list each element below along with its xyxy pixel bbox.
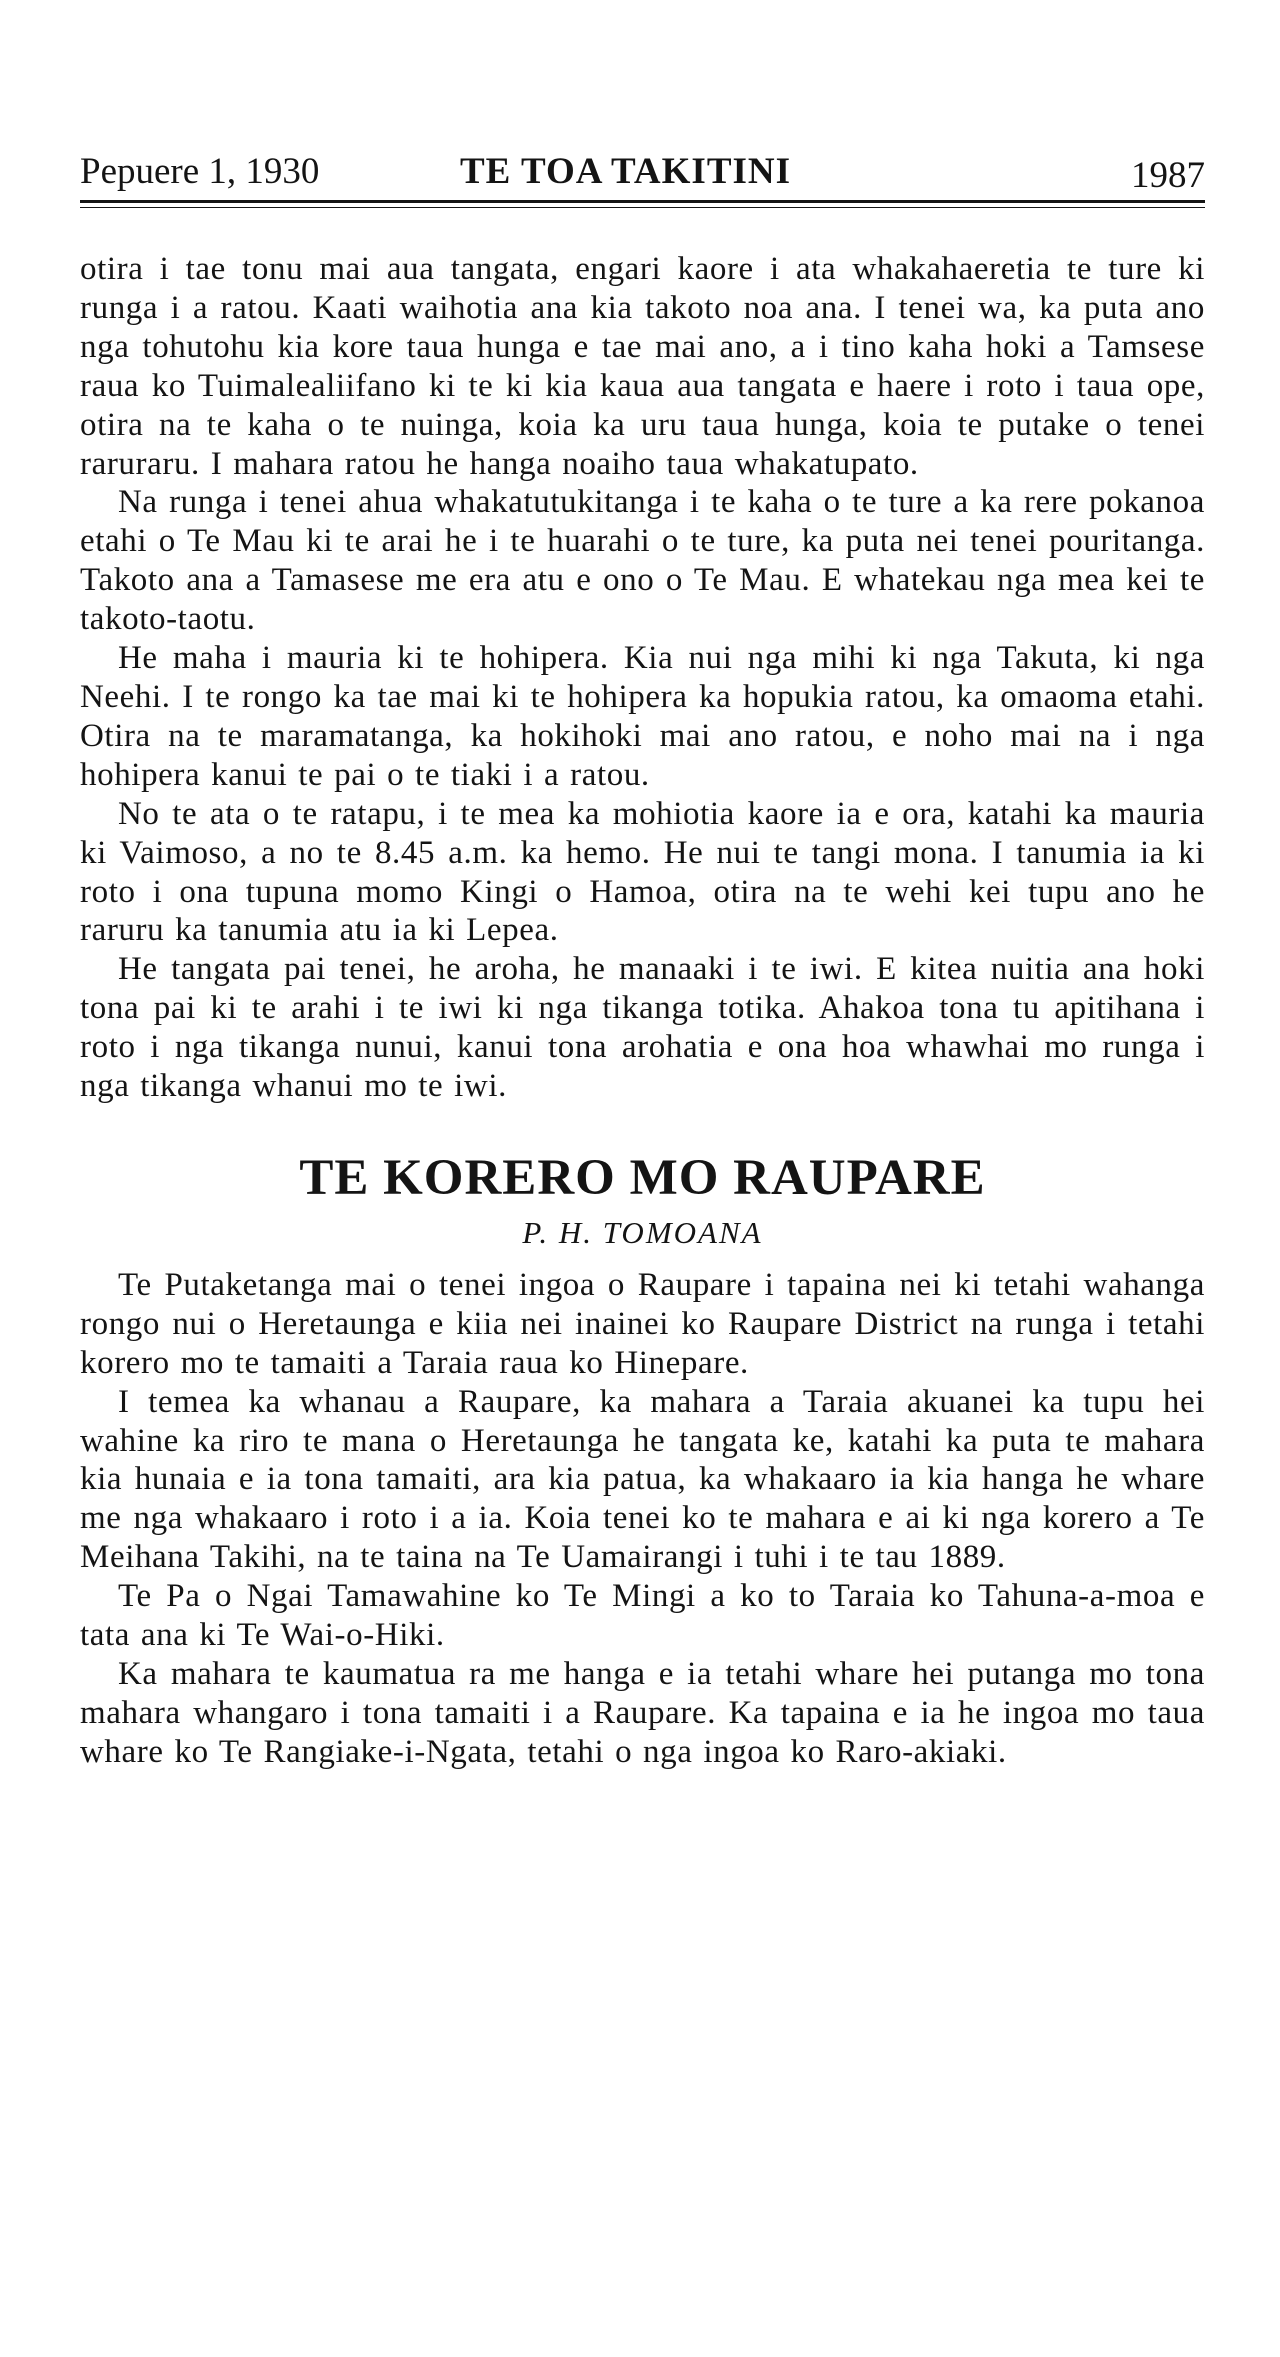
header-rule-thick <box>80 200 1205 203</box>
article-title: TE KORERO MO RAUPARE <box>299 1149 986 1206</box>
issue-date: Pepuere 1, 1930 <box>80 151 320 192</box>
paragraph: No te ata o te ratapu, i te mea ka mohiotia kaore ia e ora, katahi ka mauria ki Vaimoso, a no te 8.45 a.m. ka hemo. He nui te tangi mona. I tanumia ia ki roto i ona tupuna momo Kingi o Hamoa, otira na te wehi kei tupu ano he raruru ka tanumia atu ia ki Lepea. <box>80 795 1205 949</box>
header-rule-thin <box>80 207 1205 208</box>
running-head <box>80 150 1205 194</box>
paragraph: He tangata pai tenei, he aroha, he manaaki i te iwi. E kitea nuitia ana hoki tona pai ki te arahi i te iwi ki nga tikanga totika. Ahakoa tona tu apitihana i roto i nga tikanga nunui, kanui tona arohatia e ona hoa whawhai mo runga i nga tikanga whanui mo te iwi. <box>80 951 1205 1105</box>
article-body <box>80 1266 1205 1772</box>
paragraph: Na runga i tenei ahua whakatutukitanga i te kaha o te ture a ka rere pokanoa etahi o Te Mau ki te arai he i te huarahi o te ture, ka puta nei tenei pouritanga. Takoto ana a Tamasese me era atu e ono o Te Mau. E whatekau nga mea kei te takoto-taotu. <box>80 484 1205 638</box>
paragraph: He maha i mauria ki te hohipera. Kia nui nga mihi ki nga Takuta, ki nga Neehi. I te rongo ka tae mai ki te hohipera ka hopukia ratou, ka omaoma etahi. Otira na te maramatanga, ka hokihoki mai ano ratou, e noho mai na i nga hohipera kanui te pai o te tiaki i a ratou. <box>80 640 1205 793</box>
page <box>80 150 1205 1772</box>
continued-article <box>80 250 1205 1106</box>
paragraph: Te Putaketanga mai o tenei ingoa o Raupare i tapaina nei ki tetahi wahanga rongo nui o Heretaunga e kiia nei inainei ko Raupare District na runga i tetahi korero mo te tamaiti a Taraia raua ko Hinepare. <box>80 1266 1205 1381</box>
paragraph: Ka mahara te kaumatua ra me hanga e ia tetahi whare hei putanga mo tona mahara whangaro i tona tamaiti i a Raupare. Ka tapaina e ia he ingoa mo taua whare ko Te Rangiake-i-Ngata, tetahi o nga ingoa ko Raro-akiaki. <box>80 1656 1205 1770</box>
paragraph: I temea ka whanau a Raupare, ka mahara a Taraia akuanei ka tupu hei wahine ka riro te mana o Heretaunga he tangata ke, katahi ka puta te mahara kia hunaia e ia tona tamaiti, ara kia patua, ka whakaaro ia kia hanga he whare me nga whakaaro i roto i a ia. Koia tenei ko te mahara e ai ki nga korero a Te Meihana Takihi, na te taina na Te Uamairangi i tuhi i te tau 1889. <box>80 1383 1205 1576</box>
paragraph: Te Pa o Ngai Tamawahine ko Te Mingi a ko to Taraia ko Tahuna-a-moa e tata ana ki Te Wai-o-Hiki. <box>80 1578 1205 1654</box>
page-number: 1987 <box>1131 155 1205 196</box>
paragraph: otira i tae tonu mai aua tangata, engari kaore i ata whakahaeretia te ture ki runga i a ratou. Kaati waihotia ana kia takoto noa ana. I tenei wa, ka puta ano nga tohutohu kia kore taua hunga e tae mai ano, a i tino kaha hoki a Tamsese raua ko Tuimalealiifano ki te ki kia kaua aua tangata e haere i roto i taua ope, otira na te kaha o te nuinga, koia ka uru taua hunga, koia te putake o tenei raruraru. I mahara ratou he hanga noaiho taua whakatupato. <box>80 251 1205 482</box>
article-author: P. H. TOMOANA <box>522 1214 763 1250</box>
publication-title: TE TOA TAKITINI <box>460 151 792 192</box>
